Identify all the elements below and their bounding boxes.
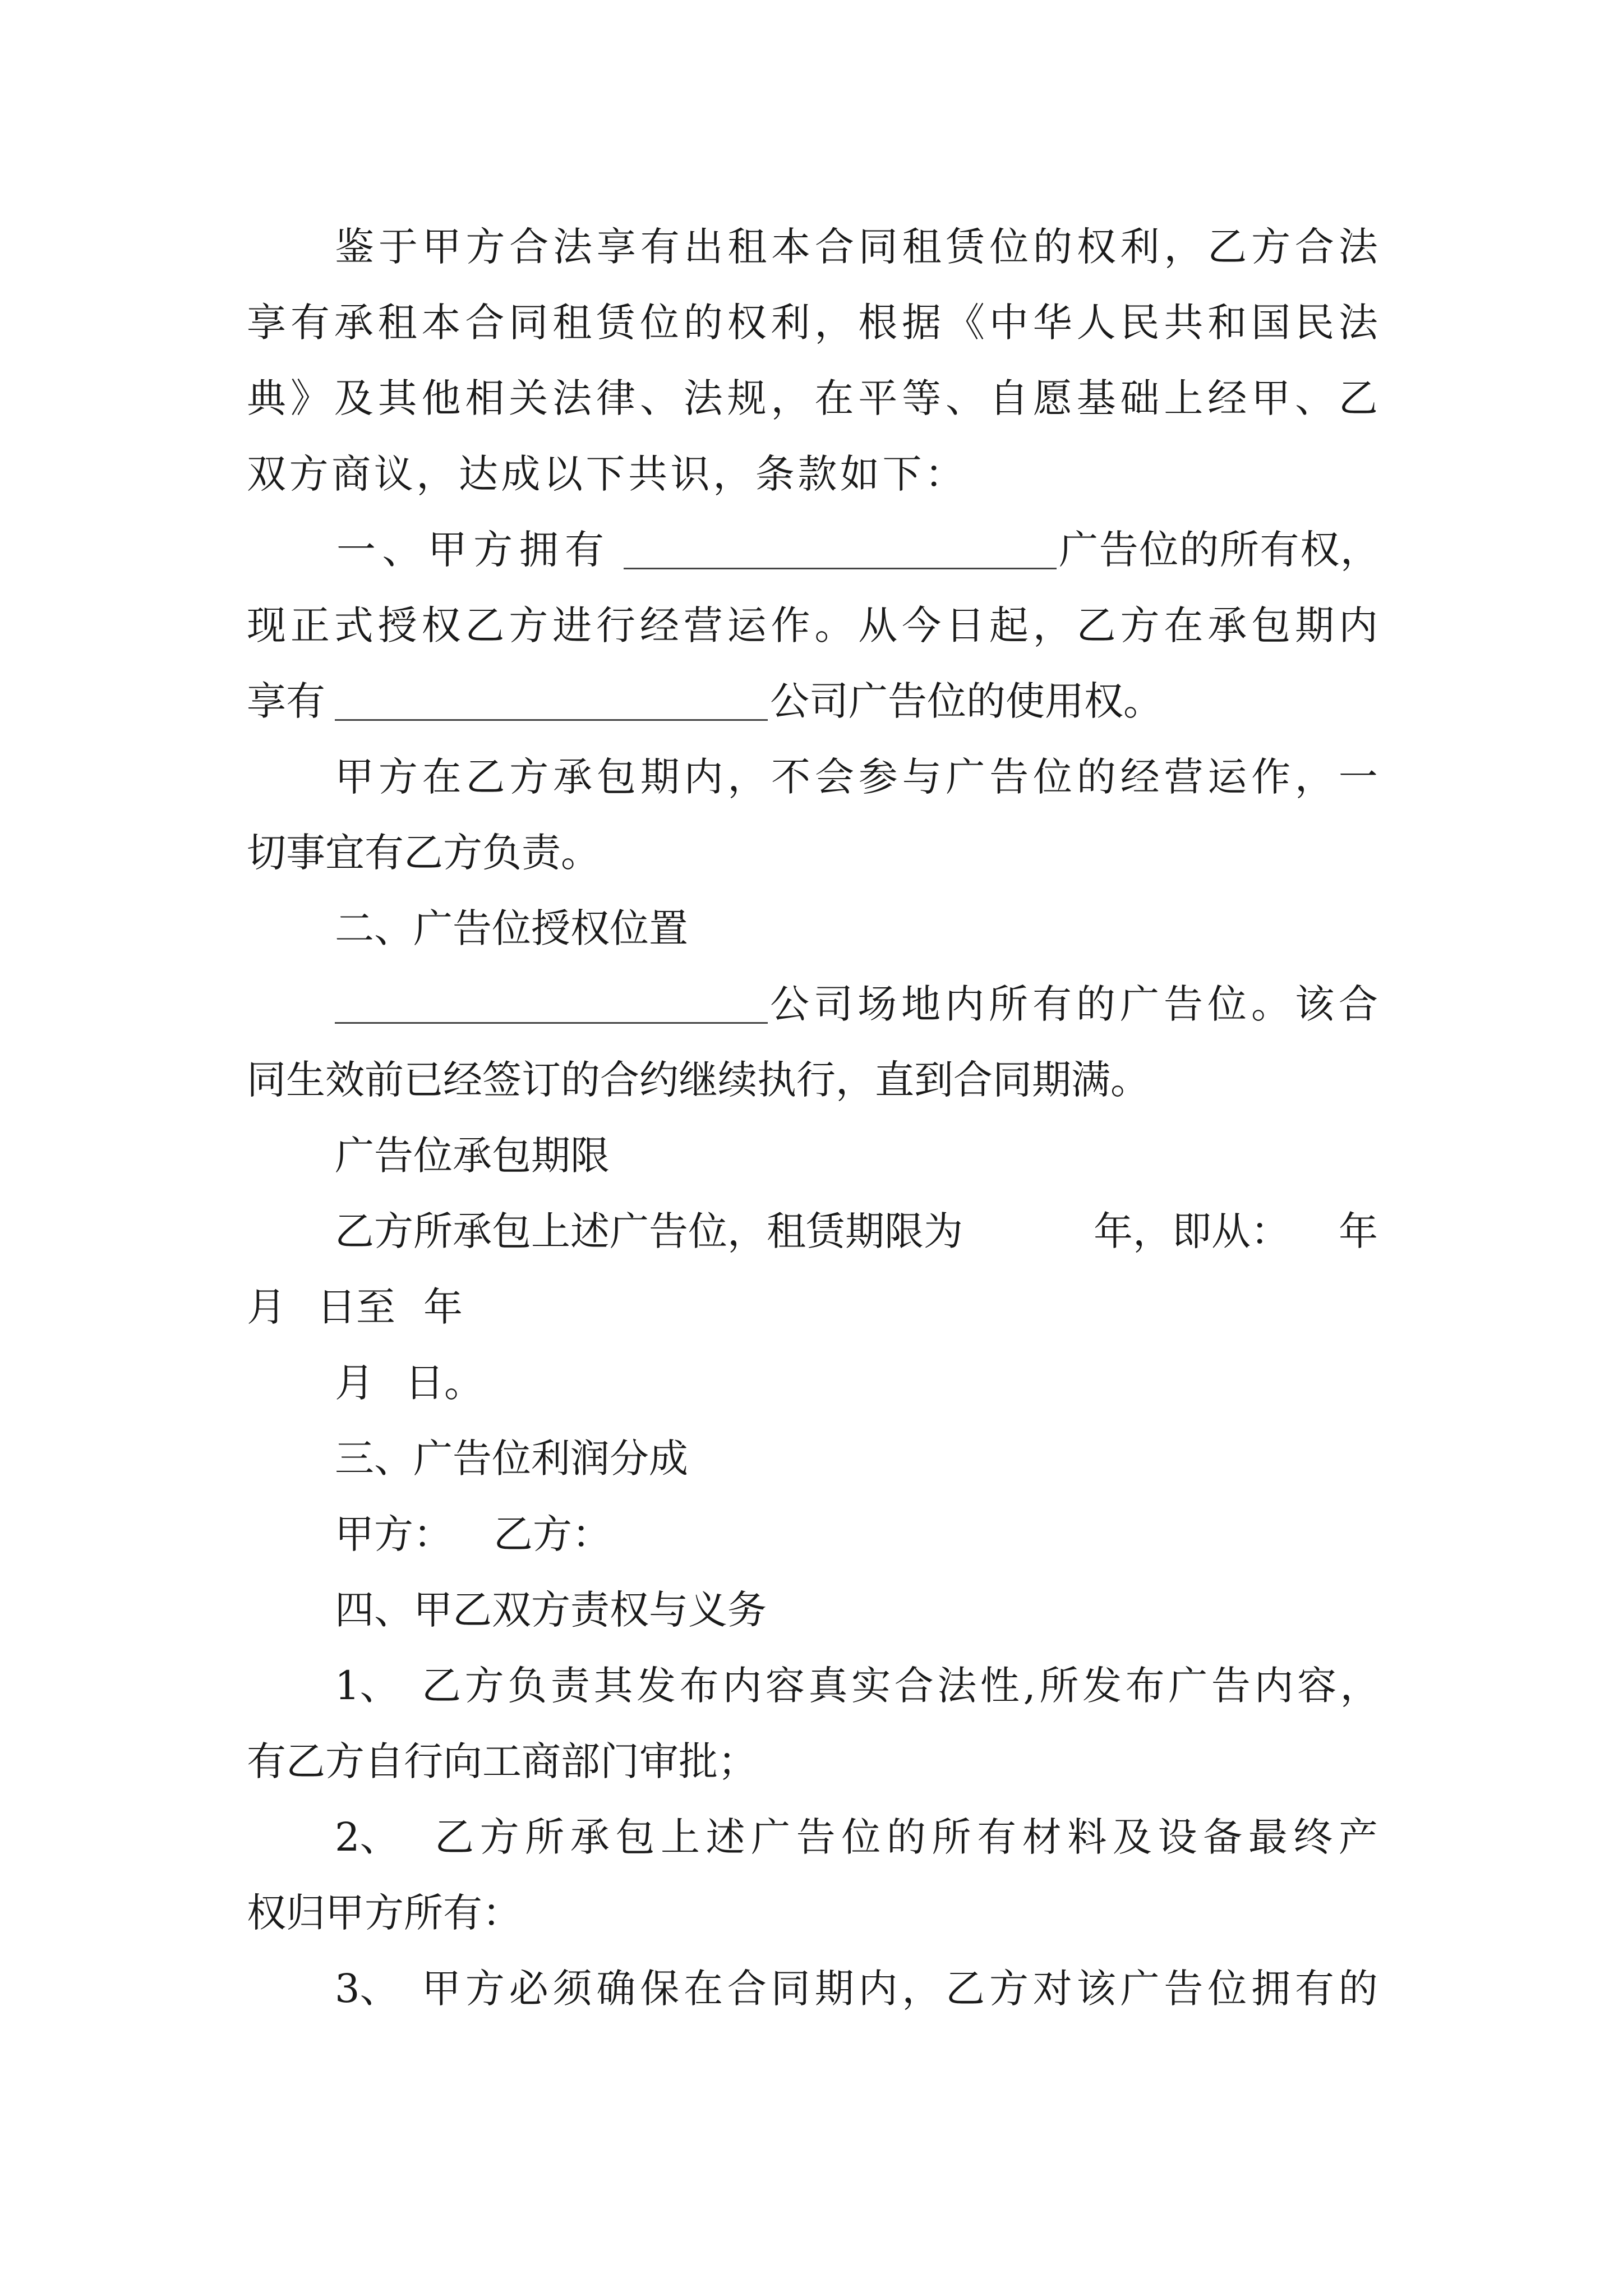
text-char: 法 [553, 224, 593, 270]
text-segment: 日。 [405, 1360, 483, 1406]
text-char: 》 [290, 375, 330, 421]
text-char: 条 [755, 451, 795, 497]
text-char: 商 [331, 451, 371, 497]
text-char: 权 [1076, 224, 1116, 270]
text-justified [247, 592, 1378, 659]
text-segment: 四、甲乙双方责权与义务 [335, 1587, 767, 1633]
text-char: 承 [1207, 602, 1247, 648]
text-char: ， [1164, 224, 1204, 270]
text-char: 的 [1179, 527, 1219, 573]
text-char: 承 [570, 1814, 610, 1860]
text-char: 设 [1158, 1814, 1197, 1860]
text-char: 方 [465, 224, 505, 270]
text-char: 所 [989, 981, 1028, 1027]
text-char: 内 [1338, 602, 1378, 648]
blank-fill-line[interactable] [335, 719, 768, 721]
text-char: 必 [509, 1966, 548, 2012]
text-char: 《 [946, 300, 985, 346]
text-char: 拥 [1251, 1966, 1291, 2012]
text-char: 中 [989, 300, 1029, 346]
text-char: 内 [722, 1663, 762, 1709]
text-char: 告 [989, 754, 1029, 800]
text-segment: 年 [423, 1284, 463, 1330]
text-char: ， [713, 451, 753, 497]
paragraph-line [0, 668, 1623, 735]
text-char: 如 [840, 451, 879, 497]
text-char: 终 [1293, 1814, 1333, 1860]
text-char: 告 [1164, 1966, 1204, 2012]
text-char: 正 [290, 602, 330, 648]
text-char: 所 [1039, 1663, 1079, 1709]
text-char: 础 [1120, 375, 1160, 421]
text-char: 备 [1203, 1814, 1243, 1860]
text-char: 方 [1120, 602, 1160, 648]
text-char: 律 [596, 375, 635, 421]
text-char: 从 [858, 602, 898, 648]
text-char: 合 [894, 1663, 934, 1709]
text-char: 识 [670, 451, 710, 497]
text-char: 运 [1207, 754, 1247, 800]
text-char: 平 [858, 375, 898, 421]
text-char: 共 [1164, 300, 1204, 346]
text-char: 利 [1120, 224, 1160, 270]
text-char: ， [1340, 1663, 1380, 1709]
text-char: 方 [378, 754, 418, 800]
paragraph-line [0, 819, 1623, 886]
text-char: 民 [1295, 300, 1334, 346]
text-char: 其 [593, 1663, 633, 1709]
text-char: 合 [1294, 224, 1334, 270]
text-char: 广 [751, 1814, 791, 1860]
text-char: 享 [596, 224, 636, 270]
text-char: 甲 [427, 527, 467, 573]
text-char: 方 [473, 527, 513, 573]
text-char: 法 [937, 1663, 977, 1709]
text-char: 述 [706, 1814, 745, 1860]
list-number: 1、 [335, 1663, 399, 1709]
text-char: 方 [1251, 224, 1291, 270]
text-char: 关 [509, 375, 548, 421]
text-char: 位 [1207, 1966, 1247, 2012]
text-justified [247, 365, 1378, 432]
text-char: 告 [1164, 981, 1203, 1027]
text-char: 其 [377, 375, 417, 421]
text-char: 一 [336, 527, 376, 573]
text-char: 的 [1338, 1966, 1378, 2012]
text-char: 合 [509, 224, 549, 270]
text-char: 法 [552, 375, 592, 421]
paragraph-line [0, 289, 1623, 356]
text-char: 参 [858, 754, 898, 800]
text-char: , [1023, 1663, 1036, 1709]
text-char: 告 [1211, 1663, 1251, 1709]
paragraph-line [0, 1728, 1623, 1795]
text-justified [335, 743, 1378, 811]
text-char: 进 [552, 602, 592, 648]
section-heading [0, 1122, 1623, 1189]
text-char: 、 [639, 375, 679, 421]
clause-1-line [0, 516, 1623, 583]
text-segment: 同生效前已经签订的合约继续执行，直到合同期满。 [247, 1057, 1150, 1103]
text-char: 有 [564, 527, 604, 573]
text-char: 共 [628, 451, 668, 497]
text-char: 在 [684, 1966, 723, 2012]
clause-3-heading [0, 1425, 1623, 1492]
text-char: 广 [1120, 1966, 1160, 2012]
text-char: 行 [596, 602, 635, 648]
text-segment: 年 [1339, 1208, 1378, 1254]
text-char: ， [727, 754, 767, 800]
text-char: ， [902, 1966, 942, 2012]
text-char: 保 [640, 1966, 680, 2012]
text-char: 内 [945, 981, 984, 1027]
text-char: 该 [1295, 981, 1334, 1027]
text-char: 有 [977, 1814, 1017, 1860]
text-char: 方 [289, 451, 329, 497]
text-segment: 切事宜有乙方负责。 [247, 830, 600, 876]
text-char: 及 [334, 375, 374, 421]
party-b-label: 乙方： [494, 1511, 611, 1557]
text-char: 愿 [1032, 375, 1072, 421]
text-char: 期 [814, 1966, 854, 2012]
text-char: 作 [771, 602, 810, 648]
text-char: 日 [946, 602, 985, 648]
text-char: 的 [683, 300, 723, 346]
text-char: 材 [1022, 1814, 1062, 1860]
text-char: ， [814, 300, 854, 346]
text-char: 乙 [946, 1966, 985, 2012]
text-char: 广 [1059, 527, 1098, 573]
text-justified [435, 1803, 1378, 1871]
text-char: 权 [727, 300, 767, 346]
text-char: 基 [1076, 375, 1116, 421]
text-char: 告 [796, 1814, 836, 1860]
text-char: 国 [1251, 300, 1291, 346]
text-char: 甲 [335, 754, 374, 800]
text-char: 位 [1139, 527, 1179, 573]
list-item [0, 1955, 1623, 2022]
list-item [0, 1803, 1623, 1871]
text-char: 同 [858, 224, 898, 270]
text-char: 、 [382, 527, 422, 573]
text-char: 上 [660, 1814, 700, 1860]
paragraph-line [0, 1198, 1623, 1265]
text-char: 位 [639, 300, 679, 346]
paragraph-line [0, 365, 1623, 432]
text-char: 运 [727, 602, 767, 648]
text-char: 权 [421, 602, 461, 648]
text-char: 在 [422, 754, 462, 800]
text-char: 发 [1082, 1663, 1122, 1709]
text-char: 料 [1067, 1814, 1107, 1860]
text-segment: 月 [335, 1360, 374, 1406]
text-char: 方 [989, 1966, 1029, 2012]
text-segment: 二、广告位授权位置 [335, 905, 688, 951]
text-char: 乙 [435, 1814, 474, 1860]
text-char: 位 [989, 224, 1029, 270]
paragraph-line [0, 1046, 1623, 1114]
text-char: 同 [771, 1966, 810, 2012]
text-char: 位 [841, 1814, 881, 1860]
text-char: 合 [465, 300, 505, 346]
text-char: 该 [1076, 1966, 1116, 2012]
text-justified [247, 289, 1378, 356]
text-char: 包 [615, 1814, 655, 1860]
text-char: 和 [1207, 300, 1247, 346]
text-char: 他 [421, 375, 461, 421]
text-char: 议 [374, 451, 413, 497]
paragraph-line [0, 1879, 1623, 1947]
text-char: 据 [902, 300, 942, 346]
text-char: 出 [684, 224, 723, 270]
text-char: 方 [479, 1814, 519, 1860]
text-char: 负 [508, 1663, 547, 1709]
text-char: 租 [727, 224, 767, 270]
text-segment: 三、广告位利润分成 [335, 1435, 688, 1481]
text-char: 所 [525, 1814, 565, 1860]
text-char: 达 [458, 451, 498, 497]
text-char: 法 [683, 375, 723, 421]
text-char: 实 [851, 1663, 891, 1709]
text-char: 本 [421, 300, 461, 346]
text-char: 会 [814, 754, 854, 800]
text-char: 不 [771, 754, 811, 800]
text-char: 相 [465, 375, 505, 421]
text-char: 对 [1032, 1966, 1072, 2012]
text-char: 期 [1295, 602, 1334, 648]
text-char: 。 [814, 602, 854, 648]
text-segment: 享有 [247, 678, 325, 724]
text-char: 方 [464, 1663, 504, 1709]
text-char: 、 [946, 375, 985, 421]
clause-4-heading [0, 1576, 1623, 1644]
text-char: 租 [377, 300, 417, 346]
text-char: 甲 [422, 1966, 461, 2012]
text-char: 一 [1338, 754, 1378, 800]
text-char: 作 [1251, 754, 1291, 800]
text-char: ： [925, 451, 964, 497]
text-char: 性 [980, 1663, 1020, 1709]
text-char: 、 [1295, 375, 1334, 421]
text-char: 与 [902, 754, 942, 800]
text-char: ， [1340, 527, 1380, 573]
text-segment: 年，即从： [1094, 1208, 1290, 1254]
text-char: 乙 [1207, 224, 1247, 270]
text-char: 营 [1164, 754, 1204, 800]
text-char: 乙 [1076, 602, 1116, 648]
text-char: 司 [814, 981, 853, 1027]
text-char: 有 [1294, 1966, 1334, 2012]
text-char: 法 [1338, 224, 1378, 270]
text-char: 包 [1251, 602, 1291, 648]
text-char: 广 [1120, 981, 1159, 1027]
text-char: 有 [1032, 981, 1072, 1027]
text-char: 在 [1164, 602, 1204, 648]
text-char: 有 [640, 224, 680, 270]
text-char: 租 [902, 224, 942, 270]
blank-fill-line[interactable] [624, 568, 1057, 569]
text-char: 责 [550, 1663, 590, 1709]
text-char: 合 [1339, 981, 1378, 1027]
text-char: 布 [679, 1663, 719, 1709]
text-char: 容 [765, 1663, 805, 1709]
text-char: 须 [552, 1966, 592, 2012]
text-char: 真 [808, 1663, 848, 1709]
text-char: 法 [1338, 300, 1378, 346]
text-char: 下 [882, 451, 922, 497]
text-segment: 月 [247, 1284, 286, 1330]
text-char: 权 [1300, 527, 1340, 573]
text-char: 经 [639, 602, 679, 648]
text-char: 合 [727, 1966, 767, 2012]
text-char: 以 [543, 451, 583, 497]
text-char: 在 [814, 375, 854, 421]
text-char: 方 [465, 1966, 505, 2012]
text-segment: 公司广告位的使用权。 [770, 678, 1163, 724]
text-char: 期 [640, 754, 680, 800]
text-char: 所 [1219, 527, 1259, 573]
paragraph-line [0, 1273, 1623, 1341]
text-segment: 有乙方自行向工商部门审批； [247, 1738, 757, 1784]
text-char: ， [1294, 754, 1334, 800]
text-char: 规 [727, 375, 767, 421]
text-char: 布 [1125, 1663, 1165, 1709]
text-segment: 日至 [317, 1284, 395, 1330]
text-char: 典 [247, 375, 286, 421]
text-char: 等 [902, 375, 942, 421]
list-number: 2、 [335, 1814, 399, 1860]
text-char: 的 [886, 1814, 926, 1860]
text-char: 款 [797, 451, 837, 497]
text-char: 赁 [946, 224, 985, 270]
text-char: 的 [1076, 981, 1115, 1027]
paragraph-line [0, 440, 1623, 508]
list-item [0, 1652, 1623, 1719]
text-justified [1059, 516, 1380, 583]
profit-share-line [0, 1501, 1623, 1568]
text-char: ， [1032, 602, 1072, 648]
text-char: 人 [1076, 300, 1116, 346]
text-char: 最 [1248, 1814, 1288, 1860]
text-justified [335, 213, 1378, 280]
text-char: 甲 [422, 224, 462, 270]
text-char: 承 [334, 300, 374, 346]
text-char: 本 [771, 224, 811, 270]
text-char: 位 [1207, 981, 1247, 1027]
text-char: 位 [1033, 754, 1072, 800]
text-segment: 乙方所承包上述广告位，租赁期限为 [335, 1208, 963, 1254]
text-char: 营 [683, 602, 723, 648]
text-char: 有 [1260, 527, 1299, 573]
text-char: 内 [684, 754, 723, 800]
text-char: 广 [946, 754, 985, 800]
text-char: 式 [334, 602, 374, 648]
text-char: 下 [585, 451, 625, 497]
text-char: 拥 [519, 527, 559, 573]
text-char: 华 [1032, 300, 1072, 346]
text-segment: 权归甲方所有： [247, 1890, 522, 1936]
text-char: ， [416, 451, 456, 497]
clause-2-heading [0, 895, 1623, 962]
text-char: 确 [596, 1966, 636, 2012]
party-a-label: 甲方： [335, 1511, 453, 1557]
text-char: 方 [509, 602, 548, 648]
blank-fill-line[interactable] [335, 1022, 768, 1024]
text-char: 地 [901, 981, 940, 1027]
text-char: 上 [1164, 375, 1204, 421]
text-char: 公 [770, 981, 809, 1027]
text-char: 有 [290, 300, 330, 346]
paragraph-line [0, 1349, 1623, 1416]
text-char: 今 [902, 602, 942, 648]
text-char: 自 [989, 375, 1029, 421]
text-char: 。 [1251, 981, 1290, 1027]
text-justified [422, 1652, 1380, 1719]
clause-1-heading [336, 516, 604, 583]
text-char: 方 [509, 754, 549, 800]
text-char: 赁 [596, 300, 635, 346]
text-justified [770, 970, 1378, 1038]
text-char: 告 [1099, 527, 1138, 573]
paragraph-line [0, 743, 1623, 811]
paragraph-line [0, 213, 1623, 280]
text-char: 民 [1120, 300, 1160, 346]
text-char: 同 [509, 300, 548, 346]
text-char: 乙 [422, 1663, 461, 1709]
text-char: 成 [501, 451, 541, 497]
text-char: 乙 [465, 754, 505, 800]
text-char: 及 [1112, 1814, 1152, 1860]
text-char: 发 [637, 1663, 676, 1709]
text-char: 的 [1033, 224, 1072, 270]
text-char: 场 [857, 981, 897, 1027]
text-char: 于 [378, 224, 418, 270]
text-char: 双 [247, 451, 286, 497]
text-char: 合 [814, 224, 854, 270]
text-char: 鉴 [335, 224, 374, 270]
text-char: 乙 [1338, 375, 1378, 421]
text-char: 根 [858, 300, 898, 346]
text-char: 甲 [1251, 375, 1291, 421]
text-char: 承 [553, 754, 593, 800]
text-char: 产 [1338, 1814, 1378, 1860]
text-char: 的 [1076, 754, 1116, 800]
text-char: 内 [858, 1966, 898, 2012]
text-char: 容 [1297, 1663, 1337, 1709]
text-char: 起 [989, 602, 1029, 648]
text-char: 经 [1207, 375, 1247, 421]
text-char: ， [771, 375, 810, 421]
text-justified [422, 1955, 1378, 2022]
text-char: 内 [1254, 1663, 1294, 1709]
text-justified [247, 440, 964, 508]
paragraph-line [0, 970, 1623, 1038]
text-char: 包 [596, 754, 636, 800]
list-number: 3、 [335, 1966, 399, 2012]
text-char: 现 [247, 602, 286, 648]
text-char: 利 [771, 300, 810, 346]
text-char: 经 [1120, 754, 1160, 800]
text-char: 租 [552, 300, 592, 346]
text-char: 广 [1168, 1663, 1208, 1709]
text-segment: 广告位承包期限 [335, 1133, 610, 1179]
text-char: 乙 [465, 602, 505, 648]
text-char: 享 [247, 300, 286, 346]
paragraph-line [0, 592, 1623, 659]
text-char: 所 [932, 1814, 971, 1860]
text-char: 授 [377, 602, 417, 648]
